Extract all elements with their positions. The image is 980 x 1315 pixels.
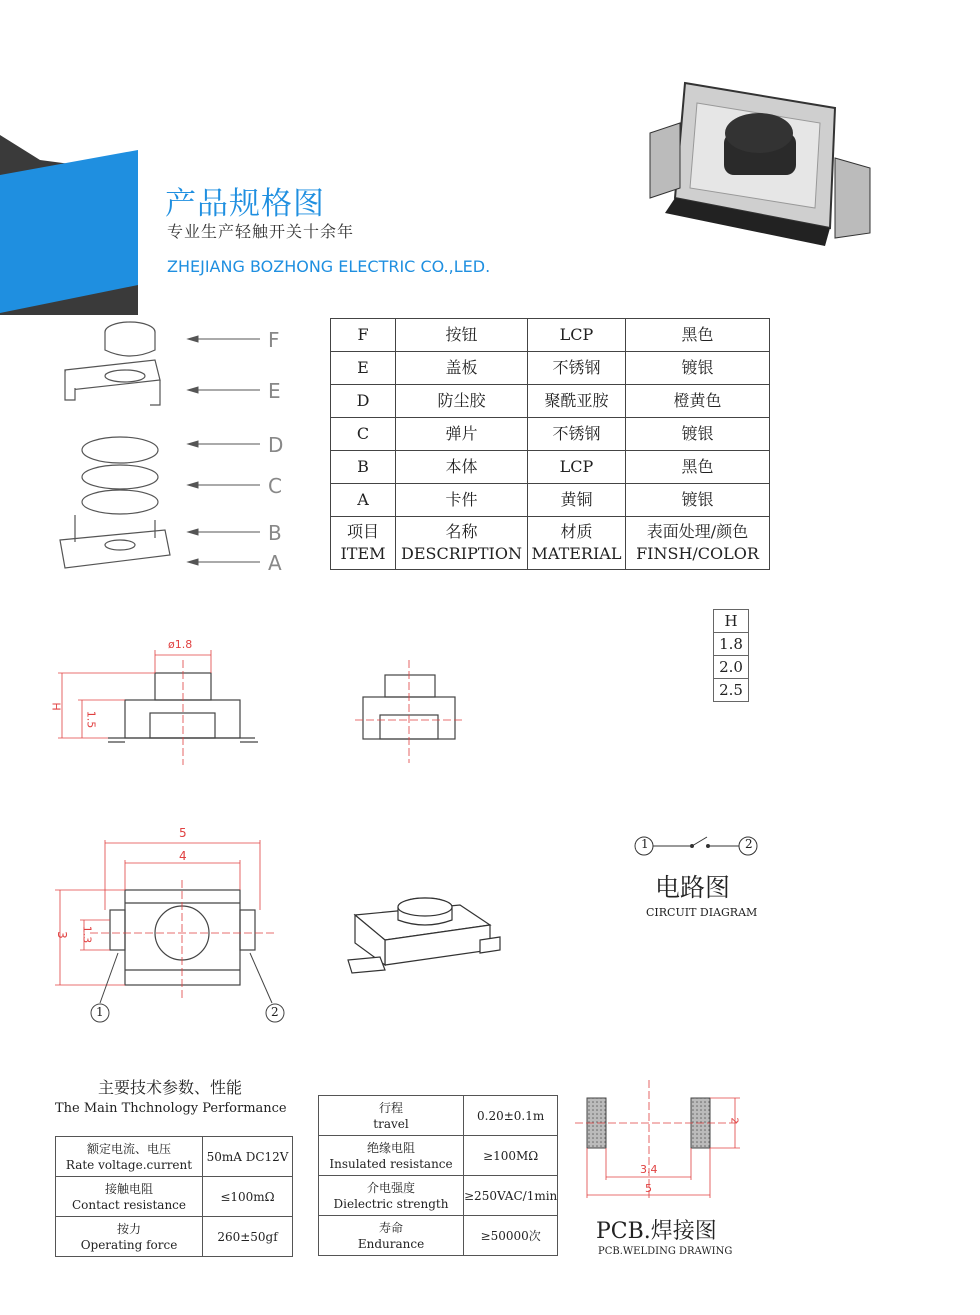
table-row: 寿命 Endurance ≥50000次	[319, 1216, 558, 1256]
dim-5: 5	[179, 826, 187, 840]
dim-3: 3	[54, 931, 69, 939]
performance-table-right	[318, 1095, 558, 1256]
label-f: F	[268, 328, 280, 352]
label-c: C	[268, 474, 282, 498]
pin-1-label: 1	[96, 1005, 104, 1019]
table-row: 额定电流、电压 Rate voltage.current 50mA DC12V	[56, 1137, 293, 1177]
pcb-dim-2: 2	[728, 1117, 740, 1124]
table-row: 介电强度 Dielectric strength ≥250VAC/1min	[319, 1176, 558, 1216]
table-row: D 防尘胶 聚酰亚胺 橙黄色	[331, 385, 770, 418]
circuit-title: 电路图	[655, 873, 731, 902]
table-row: B 本体 LCP 黑色	[331, 451, 770, 484]
table-row: 按力 Operating force 260±50gf	[56, 1217, 293, 1257]
page-subtitle: 专业生产轻触开关十余年	[167, 222, 355, 241]
performance-table-left	[55, 1136, 293, 1257]
circuit-diagram	[632, 832, 762, 862]
label-b: B	[268, 521, 282, 545]
dim-4: 4	[179, 849, 187, 863]
label-d: D	[268, 433, 284, 457]
pcb-dim-3-4: 3.4	[640, 1163, 658, 1176]
height-table: H 1.8 2.0 2.5	[713, 609, 749, 702]
table-row: 行程 travel 0.20±0.1m	[319, 1096, 558, 1136]
pcb-drawing	[575, 1080, 750, 1205]
product-photo	[635, 78, 880, 253]
table-header-row: 项目 ITEM 名称 DESCRIPTION 材质 MATERIAL 表面处理/颜色 FINSH/COLOR	[331, 517, 770, 570]
dim-diameter: ø1.8	[168, 638, 193, 651]
dim-h: H	[49, 702, 63, 711]
label-a: A	[268, 551, 282, 575]
table-row: C 弹片 不锈钢 镀银	[331, 418, 770, 451]
table-row: F 按钮 LCP 黑色	[331, 319, 770, 352]
pcb-title: PCB.焊接图	[596, 1219, 717, 1244]
circuit-pin-2: 2	[745, 837, 753, 851]
materials-table	[330, 318, 770, 570]
performance-title-cn: 主要技术参数、性能	[98, 1078, 243, 1097]
front-view-drawing	[355, 655, 465, 765]
pin-2-label: 2	[271, 1005, 279, 1019]
performance-title-en: The Main Thchnology Performance	[55, 1101, 287, 1116]
dim-1-5: 1.5	[84, 710, 98, 729]
corner-decoration	[0, 135, 140, 315]
table-row: E 盖板 不锈钢 镀银	[331, 352, 770, 385]
company-name: ZHEJIANG BOZHONG ELECTRIC CO.,LED.	[167, 257, 491, 276]
isometric-drawing	[340, 885, 510, 985]
label-e: E	[268, 379, 281, 403]
table-row: 接触电阻 Contact resistance ≤100mΩ	[56, 1177, 293, 1217]
side-view-drawing	[50, 635, 280, 770]
table-row: 绝缘电阻 Insulated resistance ≥100MΩ	[319, 1136, 558, 1176]
page-title: 产品规格图	[165, 186, 325, 222]
pcb-dim-5: 5	[645, 1182, 652, 1195]
table-row: A 卡件 黄铜 镀银	[331, 484, 770, 517]
dim-1-3: 1.3	[80, 925, 94, 944]
circuit-subtitle: CIRCUIT DIAGRAM	[646, 906, 758, 919]
circuit-pin-1: 1	[641, 837, 649, 851]
pcb-subtitle: PCB.WELDING DRAWING	[598, 1246, 733, 1257]
